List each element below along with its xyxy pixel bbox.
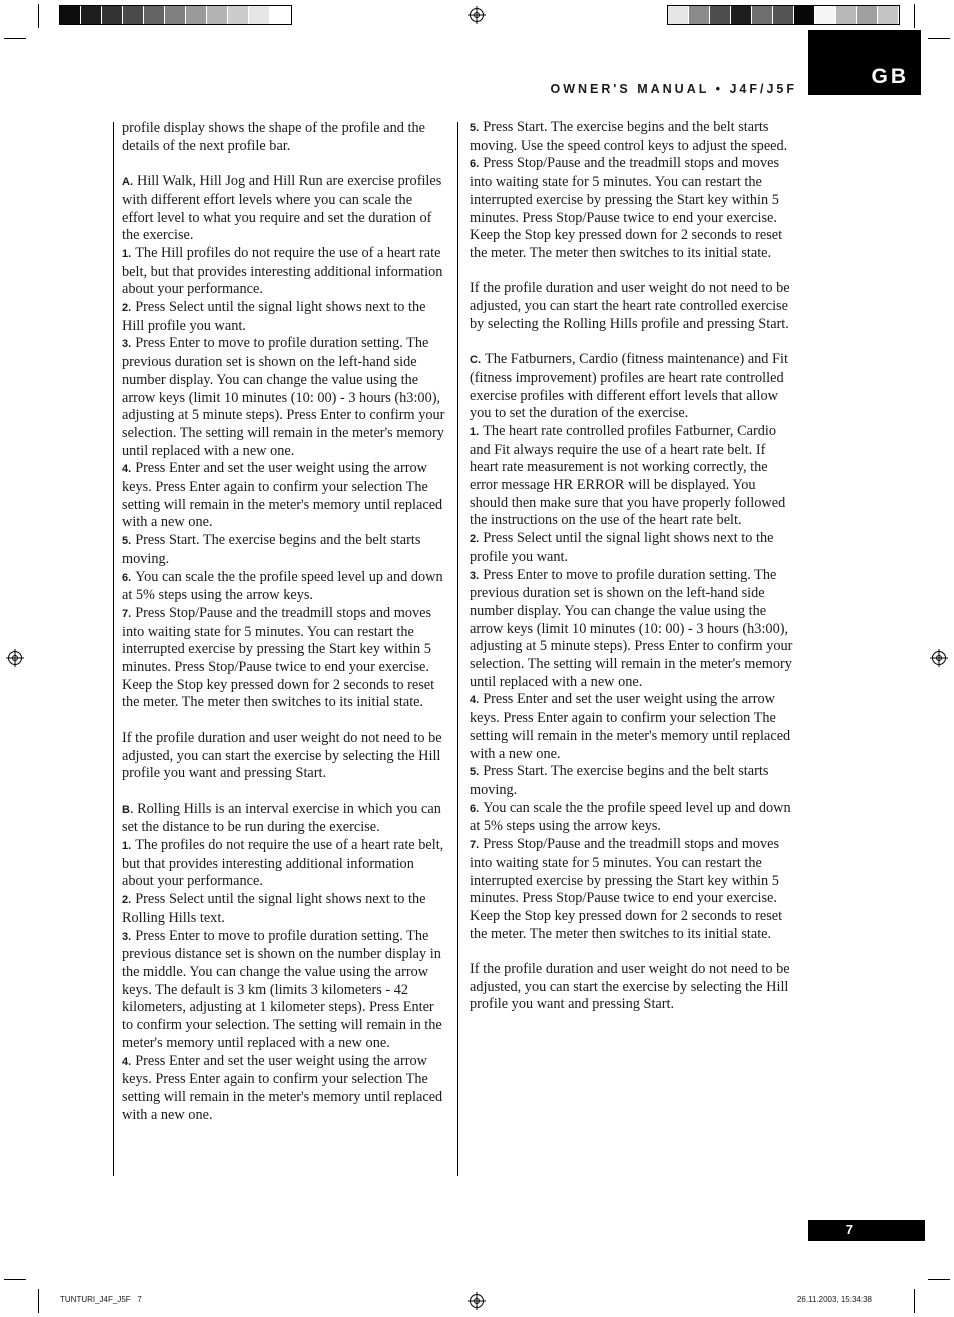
registration-mark-icon: [8, 651, 22, 665]
paragraph-text: The Hill profiles do not require the use of a heart rate belt, but that provides interesting additional information about your performance.: [122, 244, 443, 298]
step-number: 1.: [470, 425, 480, 438]
paragraph: [122, 801, 446, 837]
step-number: 6.: [122, 571, 132, 584]
color-swatch: [144, 6, 165, 24]
paragraph: [470, 691, 794, 763]
paragraph: [122, 299, 446, 335]
paragraph-text: Press Stop/Pause and the treadmill stops and moves into waiting state for 5 minutes. You can restart the interrupted exercise by pressing the Start key within 5 minutes. Press Stop/Pause twice to end your exercise. Keep the Stop key pressed down for 2 seconds to reset the meter. The meter then switches to its initial state.: [122, 604, 435, 711]
paragraph-text: Press Enter to move to profile duration setting. The previous distance set is shown on the number display in the middle. You can change the value using the arrow keys. The default is 3 km (limits 3 kilometers - 42 kilometers, adjusting at 1 kilometer steps). Press Enter to confirm your selection. The setting will remain in the meter's memory until replaced with a new one.: [122, 927, 442, 1051]
step-number: 1.: [122, 247, 132, 260]
paragraph-text: Press Select until the signal light shows next to the Rolling Hills text.: [122, 891, 426, 926]
paragraph-text: If the profile duration and user weight do not need to be adjusted, you can start the heart rate controlled exercise by selecting the Rolling Hills profile and pressing Start.: [470, 280, 790, 332]
paragraph-text: Press Enter to move to profile duration setting. The previous duration set is shown on the left-hand side number display. You can change the value using the arrow keys (limit 10 minutes (10: 00) - 3 hours (h3:00), adjusting at 5 minute steps). Press Enter to confirm your selection. The setting will remain in the meter's memory until replaced with a new one.: [470, 566, 793, 690]
page-number: 7: [845, 1222, 853, 1237]
paragraph-text: Press Enter and set the user weight using the arrow keys. Press Enter again to confirm your selection The setting will remain in the meter's memory until replaced with a new one.: [122, 1052, 443, 1123]
paragraph-text: If the profile duration and user weight do not need to be adjusted, you can start the exercise by selecting the Hill profile you want and pressing Start.: [470, 961, 790, 1013]
step-number: 2.: [122, 302, 132, 315]
paragraph: [470, 351, 794, 423]
language-tab: [808, 30, 921, 95]
step-number: 1.: [122, 840, 132, 853]
color-bar-left: [60, 6, 291, 24]
paragraph-text: If the profile duration and user weight do not need to be adjusted, you can start the exercise by selecting the Hill profile you want and pressing Start.: [122, 729, 442, 782]
registration-mark-icon: [470, 8, 484, 22]
language-tab-label: GB: [871, 65, 909, 88]
step-number: C.: [470, 354, 481, 367]
step-number: 4.: [122, 463, 132, 476]
step-number: 7.: [470, 839, 480, 852]
crop-mark: [914, 1289, 915, 1313]
step-number: 6.: [470, 158, 480, 171]
color-swatch: [794, 6, 815, 24]
paragraph: [122, 605, 446, 712]
paragraph-text: profile display shows the shape of the profile and the details of the next profile bar.: [122, 120, 425, 154]
paragraph-text: . Rolling Hills is an interval exercise in which you can set the distance to be run during the exercise.: [122, 800, 441, 836]
crop-mark: [4, 1279, 26, 1280]
paragraph: [470, 763, 794, 799]
paragraph: [470, 800, 794, 836]
manual-title: OWNER'S MANUAL • J4F/J5F: [550, 82, 797, 96]
color-swatch: [689, 6, 710, 24]
paragraph: [122, 928, 446, 1053]
step-number: A.: [122, 176, 133, 189]
step-number: 3.: [470, 569, 480, 582]
paragraph-text: You can scale the the profile speed level up and down at 5% steps using the arrow keys.: [470, 799, 791, 835]
step-number: 5.: [470, 766, 480, 779]
paragraph-text: Press Select until the signal light shows next to the Hill profile you want.: [122, 299, 426, 334]
color-swatch: [836, 6, 857, 24]
color-swatch: [857, 6, 878, 24]
color-swatch: [878, 6, 899, 24]
footer-file-name: TUNTURI_J4F_J5F 7: [60, 1295, 142, 1304]
paragraph-text: Press Start. The exercise begins and the belt starts moving. Use the speed control keys to adjust the speed.: [470, 119, 788, 154]
color-swatch: [102, 6, 123, 24]
registration-mark-icon: [932, 651, 946, 665]
paragraph: [470, 530, 794, 566]
color-swatch: [752, 6, 773, 24]
color-swatch: [228, 6, 249, 24]
paragraph: [470, 836, 794, 943]
paragraph: [122, 173, 446, 245]
color-swatch: [207, 6, 228, 24]
paragraph-text: Press Enter and set the user weight using the arrow keys. Press Enter again to confirm your selection The setting will remain in the meter's memory until replaced with a new one.: [470, 691, 791, 762]
step-number: B: [122, 803, 130, 816]
step-number: 6.: [470, 802, 480, 815]
paragraph: [470, 155, 794, 262]
color-swatch: [123, 6, 144, 24]
paragraph-text: The Fatburners, Cardio (fitness maintenance) and Fit (fitness improvement) profiles are heart rate controlled exercise profiles with different effort levels that allow you to set the duration of the exercise.: [470, 351, 788, 422]
color-swatch: [165, 6, 186, 24]
crop-mark: [4, 38, 26, 39]
step-number: 5.: [122, 535, 132, 548]
color-swatch: [731, 6, 752, 24]
paragraph: [122, 891, 446, 927]
paragraph: [122, 245, 446, 299]
paragraph: [470, 119, 794, 155]
color-swatch: [81, 6, 102, 24]
paragraph: [122, 120, 446, 155]
footer-timestamp: 26.11.2003, 15:34:38: [796, 1295, 872, 1304]
color-swatch: [186, 6, 207, 24]
color-swatch: [710, 6, 731, 24]
color-swatch: [270, 6, 291, 24]
paragraph-text: Press Start. The exercise begins and the belt starts moving.: [470, 763, 769, 798]
crop-mark: [914, 4, 915, 28]
color-swatch: [668, 6, 689, 24]
registration-mark-icon: [470, 1294, 484, 1308]
paragraph-text: Press Enter and set the user weight using the arrow keys. Press Enter again to confirm your selection The setting will remain in the meter's memory until replaced with a new one.: [122, 460, 443, 531]
paragraph: [122, 460, 446, 532]
paragraph: [122, 837, 446, 891]
paragraph: [470, 961, 794, 1014]
right-text-column: [470, 119, 794, 1014]
step-number: 4.: [122, 1055, 132, 1068]
step-number: 3.: [122, 930, 132, 943]
paragraph: [122, 335, 446, 460]
paragraph: [470, 280, 794, 333]
step-number: 5.: [470, 122, 480, 134]
paragraph: [470, 567, 794, 692]
paragraph-text: Press Enter to move to profile duration setting. The previous duration set is shown on the left-hand side number display. You can change the value using the arrow keys (limit 10 minutes (10: 00) - 3 hours (h3:00), adjusting at 5 minute steps). Press Enter to confirm your selection. The setting will remain in the meter's memory until replaced with a new one.: [122, 335, 445, 459]
crop-mark: [38, 1289, 39, 1313]
step-number: 4.: [470, 694, 480, 707]
color-swatch: [60, 6, 81, 24]
paragraph: [122, 532, 446, 568]
paragraph-text: Hill Walk, Hill Jog and Hill Run are exercise profiles with different effort levels where you can scale the effort level to what you require and set the duration of the exercise.: [122, 173, 442, 244]
step-number: 3.: [122, 338, 132, 351]
center-column-rule: [457, 122, 458, 1176]
crop-mark: [928, 1279, 950, 1280]
paragraph: [122, 730, 446, 783]
color-bar-right: [668, 6, 899, 24]
paragraph-text: Press Select until the signal light shows next to the profile you want.: [470, 530, 774, 565]
crop-mark: [38, 4, 39, 28]
color-swatch: [249, 6, 270, 24]
paragraph: [122, 1053, 446, 1125]
paragraph-text: You can scale the the profile speed level up and down at 5% steps using the arrow keys.: [122, 568, 443, 604]
paragraph-text: Press Stop/Pause and the treadmill stops and moves into waiting state for 5 minutes. You can restart the interrupted exercise by pressing the Start key within 5 minutes. Press Stop/Pause twice to end your exercise. Keep the Stop key pressed down for 2 seconds to reset the meter. The meter then switches to its initial state.: [470, 836, 783, 942]
step-number: 2.: [470, 533, 480, 546]
page-number-tab: [808, 1220, 925, 1241]
paragraph-text: Press Start. The exercise begins and the belt starts moving.: [122, 532, 421, 567]
paragraph-text: Press Stop/Pause and the treadmill stops and moves into waiting state for 5 minutes. You can restart the interrupted exercise by pressing the Start key within 5 minutes. Press Stop/Pause twice to end your exercise. Keep the Stop key pressed down for 2 seconds to reset the meter. The meter then switches to its initial state.: [470, 155, 783, 261]
paragraph-text: The profiles do not require the use of a heart rate belt, but that provides interesting additional information about your performance.: [122, 837, 444, 890]
step-number: 7.: [122, 607, 132, 620]
paragraph: [122, 569, 446, 605]
color-swatch: [773, 6, 794, 24]
paragraph: [470, 423, 794, 530]
step-number: 2.: [122, 894, 132, 907]
left-column-rule: [113, 122, 114, 1176]
crop-mark: [928, 38, 950, 39]
paragraph-text: The heart rate controlled profiles Fatburner, Cardio and Fit always require the use of a heart rate belt. If heart rate measurement is not working correctly, the error message HR ERROR will be displayed. You should then make sure that you have properly followed the instructions on the use of the heart rate belt.: [470, 422, 786, 529]
left-text-column: [122, 120, 446, 1124]
color-swatch: [815, 6, 836, 24]
